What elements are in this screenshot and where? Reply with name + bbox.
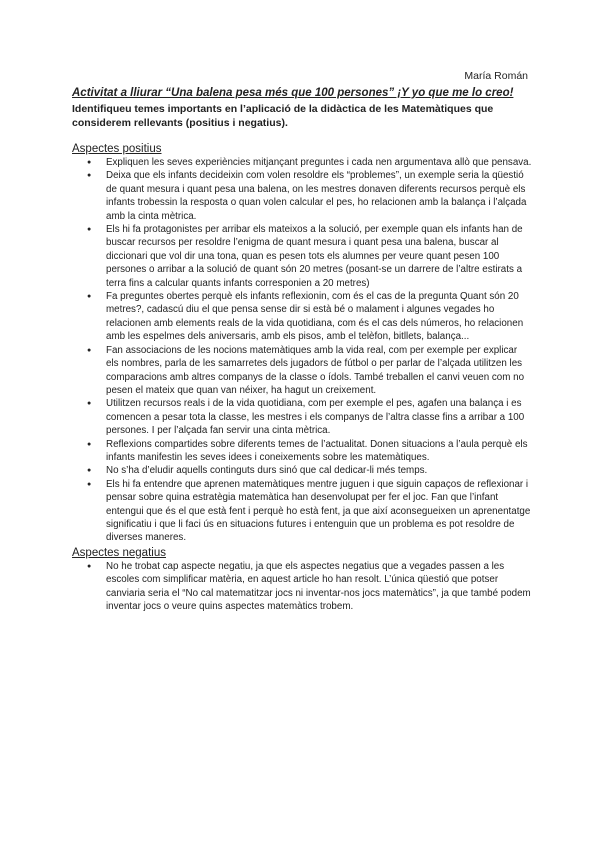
positive-aspects-heading: Aspectes positius	[72, 143, 162, 155]
list-item: ● Utilitzen recursos reals i de la vida quotidiana, com per exemple el pes, agafen una balança i es comencen a pesar tota la classe, les mestres i els companys de l’altra classe fins a arribar a 100 persones. I per l’alçada fan servir una cinta mètrica.	[106, 397, 532, 437]
list-item: ● Expliquen les seves experiències mitjançant preguntes i cada nen argumentava allò que pensava.	[106, 156, 532, 169]
negative-aspects-list	[72, 560, 532, 614]
negative-aspects-heading: Aspectes negatius	[72, 546, 166, 559]
activity-subtitle: Identifiqueu temes importants en l’aplicació de la didàctica de les Matemàtiques que considerem rellevants (positius i negatius).	[72, 103, 494, 129]
list-item: ● No he trobat cap aspecte negatiu, ja que els aspectes negatius que a vegades passen a les escoles com simplificar matèria, en aquest article ho han resolt. L’única qüestió que potser canviaria seria el “No cal matematitzar jocs ni inventar-nos jocs matemàtics”, ja que també podem inventar jocs o veure quins aspectes matemàtics trobem.	[106, 560, 532, 614]
document-body	[72, 86, 532, 613]
list-item: ● Els hi fa entendre que aprenen matemàtiques mentre juguen i que siguin capaços de reflexionar i pensar sobre quina estratègia matemàtica han desenvolupat per fer el joc. Fan que l’infant entengui que és el que està fent i perquè ho està fent, ja que així aconsegueixen un aprenentatge significatiu i que li faci ús en situacions futures i entenguin que un problema es pot resoldre de diverses maneres.	[106, 478, 532, 545]
list-item: ● Fan associacions de les nocions matemàtiques amb la vida real, com per exemple per explicar els nombres, parla de les samarretes dels jugadors de fútbol o per parlar de l’alçada utilitzen les comparacions amb altres companys de la classe o ídols. També treballen el canvi veuen com no pesen el mateix que quan van néixer, ha hagut un creixement.	[106, 344, 532, 398]
author-name: María Román	[464, 70, 528, 82]
list-item: ● Els hi fa protagonistes per arribar els mateixos a la solució, per exemple quan els infants han de buscar recursos per resoldre l’enigma de quant mesura i quant pesa una balena, buscar al diccionari que vol dir una tona, quan es pesen tots els alumnes per veure quant pesen 100 persones o arribar a la solució de quant són 20 metres (posant-se un darrere de l’altre estirats a terra fins a calcular quants infants corresponien a 20 metres)	[106, 223, 532, 290]
positive-aspects-list	[72, 156, 532, 545]
list-item: ● No s’ha d’eludir aquells continguts durs sinó que cal dedicar-li més temps.	[106, 464, 532, 477]
list-item: ● Deixa que els infants decideixin com volen resoldre els “problemes”, un exemple seria la qüestió de quant mesura i quant pesa una balena, on les mestres donaven diferents recursos perquè els infants trobessin la resposta o quan volen calcular el pes, ho relacionen amb la balança i l’alçada amb la cinta mètrica.	[106, 169, 532, 223]
list-item: ● Reflexions compartides sobre diferents temes de l’actualitat. Donen situacions a l’aula perquè els infants manifestin les seves idees i coneixements sobre les matemàtiques.	[106, 438, 532, 465]
list-item: ● Fa preguntes obertes perquè els infants reflexionin, com és el cas de la pregunta Quant són 20 metres?, cadascú diu el que pensa sense dir si està bé o malament i algunes vegades ho relacionen amb elements reals de la vida quotidiana, com és el cas dels números, ho relacionen amb les espelmes dels aniversaris, amb els pisos, amb el telèfon, bitllets, balança...	[106, 290, 532, 344]
activity-title: Activitat a lliurar “Una balena pesa més que 100 persones” ¡Y yo que me lo creo!	[72, 87, 514, 99]
